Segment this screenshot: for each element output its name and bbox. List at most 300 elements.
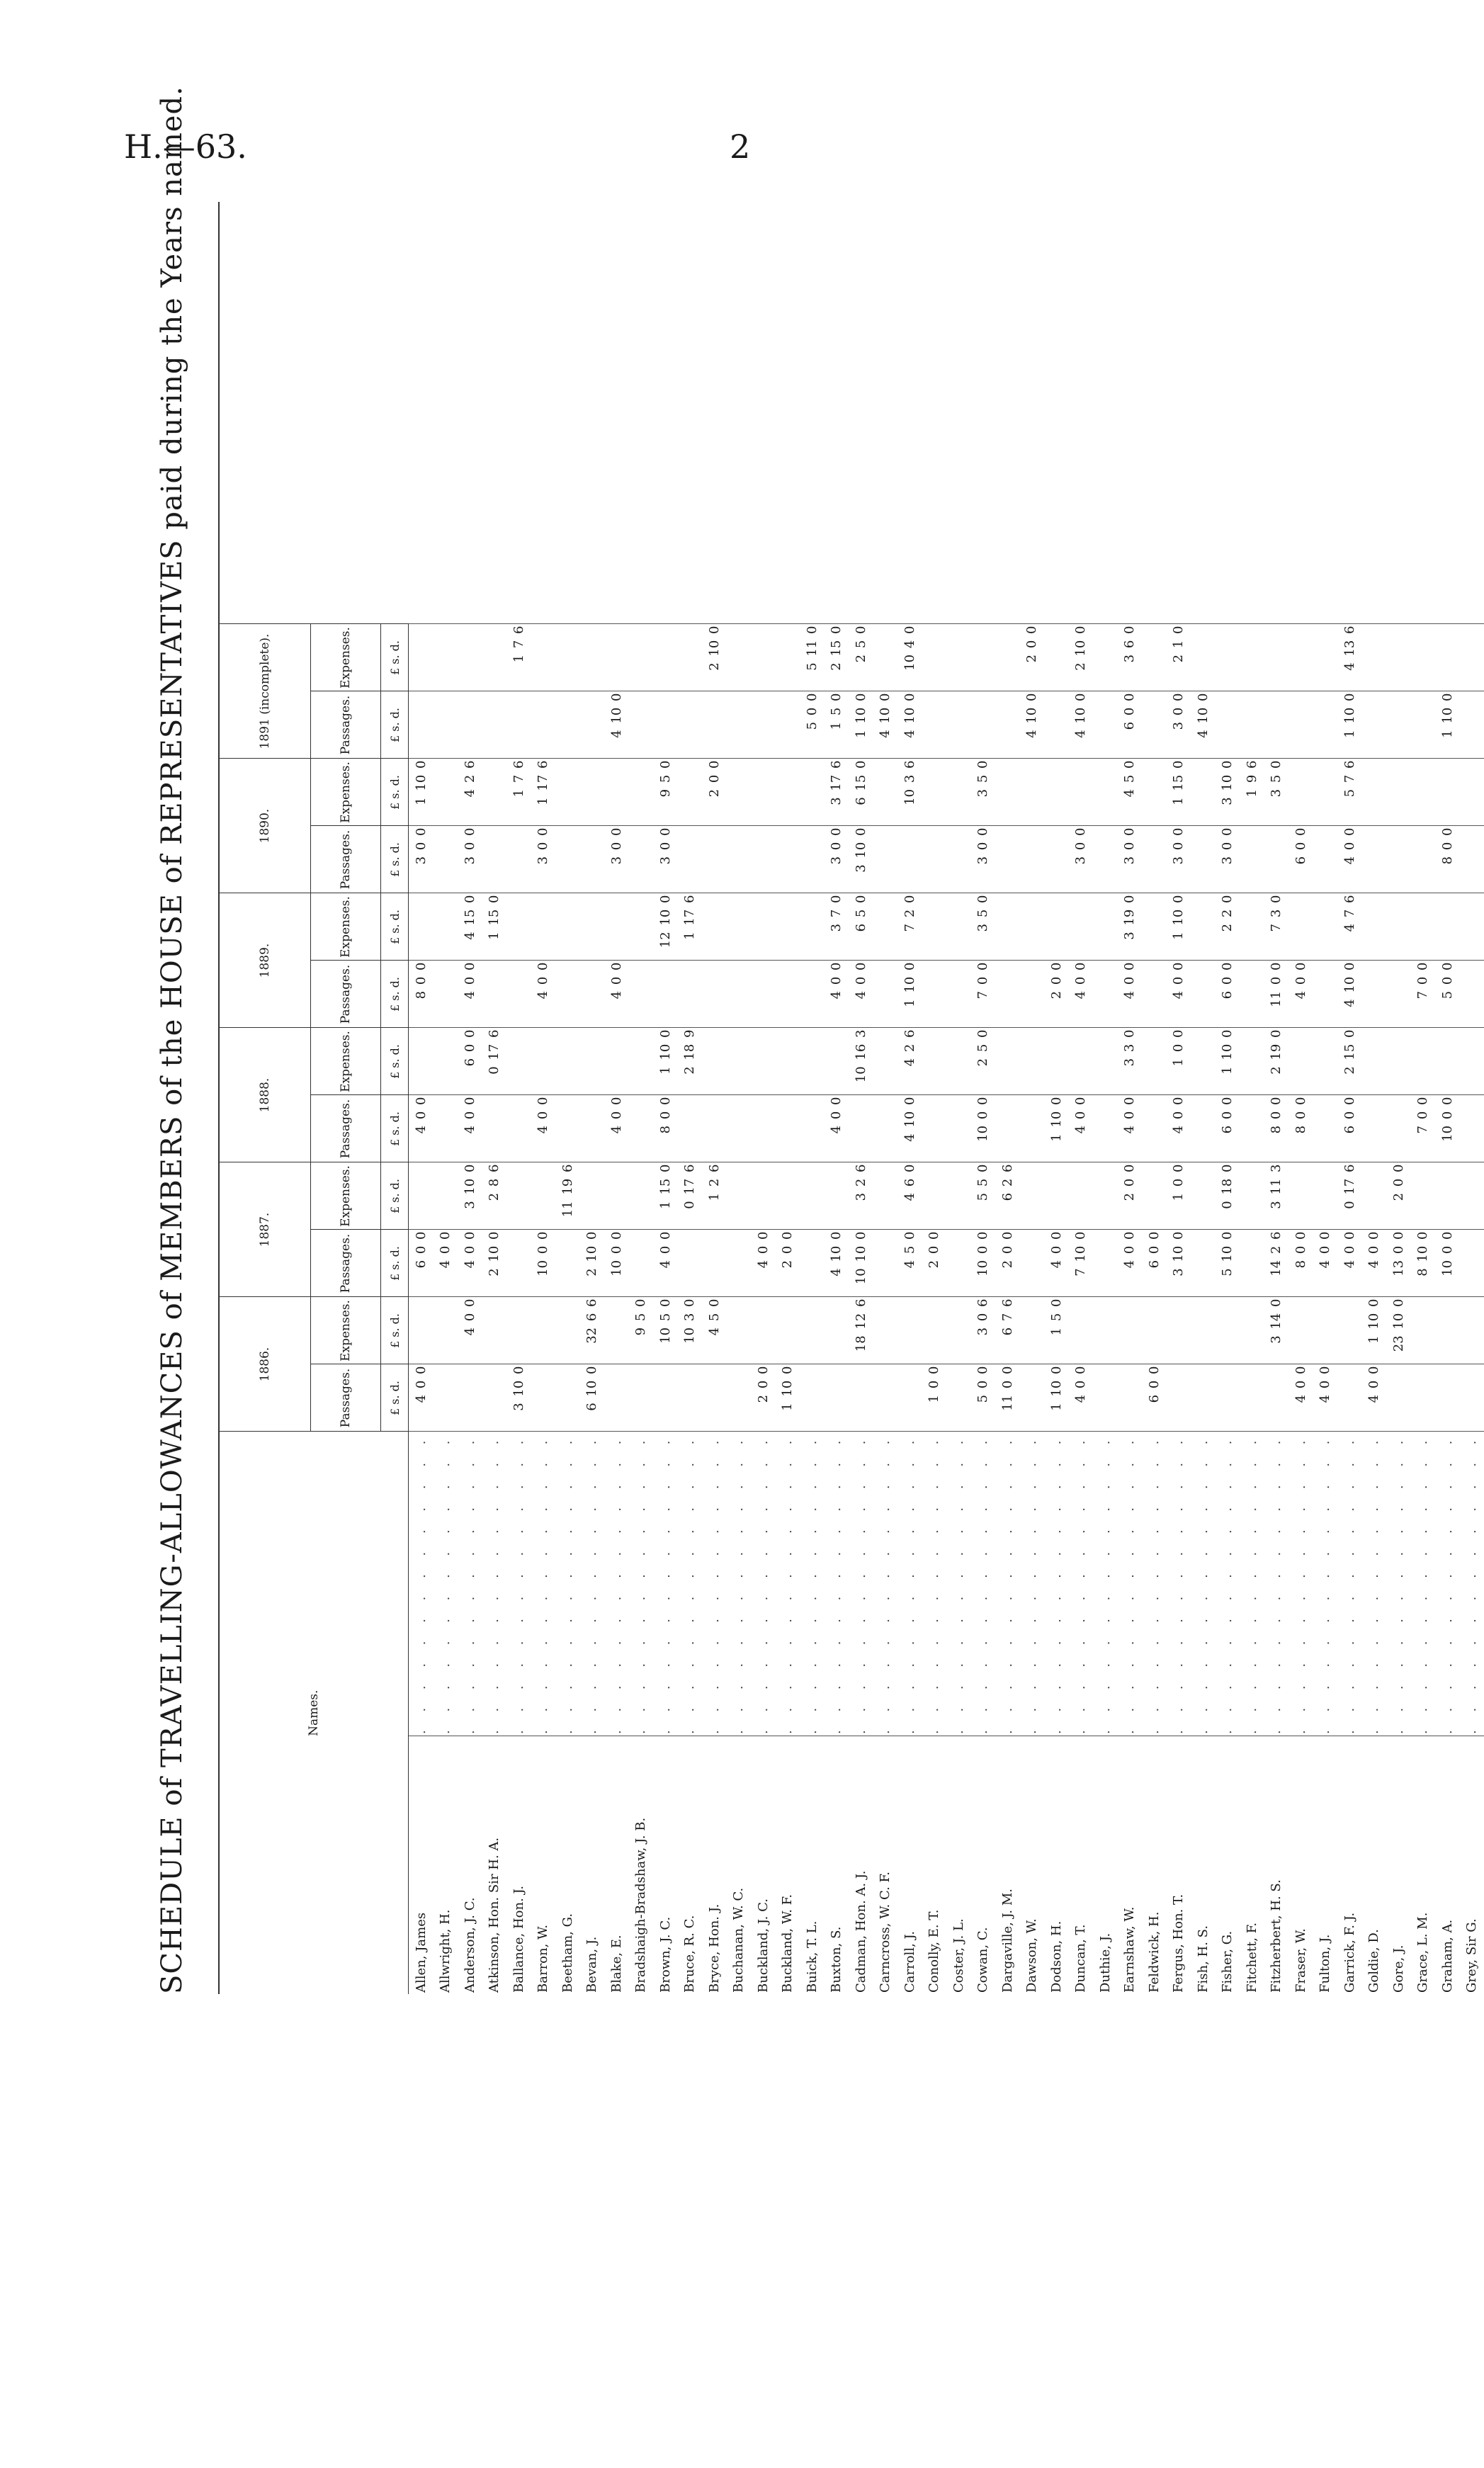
expenses-amount — [776, 1297, 800, 1364]
passages-amount: 4 0 0 — [1044, 1230, 1069, 1297]
member-name: Cadman, Hon. A. J. — [849, 1736, 873, 1995]
table-row — [971, 624, 996, 1994]
expenses-amount — [1386, 624, 1411, 691]
passages-amount — [946, 1095, 971, 1162]
member-name: Buckland, W. F. — [776, 1736, 800, 1995]
currency-units-header: £ s. d. — [381, 624, 409, 691]
passages-amount — [555, 1095, 580, 1162]
table-row — [702, 624, 727, 1994]
table-row — [1142, 624, 1167, 1994]
passages-amount: 4 10 0 — [825, 1230, 849, 1297]
expenses-amount — [1191, 1297, 1216, 1364]
expenses-amount: 2 5 0 — [849, 624, 873, 691]
passages-amount: 6 0 0 — [1118, 691, 1143, 759]
table-row — [458, 624, 482, 1994]
passages-amount — [555, 1230, 580, 1297]
leader-dots: . . . . . . . . . . . . . . — [555, 1432, 580, 1736]
expenses-amount: 1 2 6 — [702, 1162, 727, 1230]
passages-amount — [1240, 1095, 1264, 1162]
passages-amount — [727, 691, 752, 759]
passages-amount — [751, 1095, 776, 1162]
expenses-amount — [1093, 759, 1118, 826]
member-name: Bevan, J. — [580, 1736, 605, 1995]
passages-amount: 4 10 0 — [1337, 961, 1362, 1028]
expenses-amount: 7 3 0 — [1264, 893, 1289, 961]
passages-amount — [995, 826, 1020, 893]
member-name: Bruce, R. C. — [678, 1736, 703, 1995]
expenses-amount — [922, 759, 947, 826]
currency-units-header: £ s. d. — [381, 1297, 409, 1364]
member-name: Fitzherbert, H. S. — [1264, 1736, 1289, 1995]
expenses-amount: 3 19 0 — [1118, 893, 1143, 961]
expenses-amount — [1240, 1162, 1264, 1230]
passages-amount: 6 10 0 — [580, 1364, 605, 1432]
passages-amount — [1362, 961, 1387, 1028]
expenses-header: Expenses. — [311, 1028, 381, 1095]
passages-amount — [971, 691, 996, 759]
expenses-amount — [1167, 1297, 1191, 1364]
passages-amount — [458, 1364, 482, 1432]
expenses-amount: 4 7 6 — [1337, 893, 1362, 961]
year-header: 1890. — [220, 759, 311, 893]
passages-amount: 1 10 0 — [849, 691, 873, 759]
currency-units-header: £ s. d. — [381, 826, 409, 893]
passages-amount — [531, 691, 556, 759]
expenses-amount — [434, 1162, 458, 1230]
passages-amount: 1 10 0 — [1044, 1364, 1069, 1432]
expenses-amount — [604, 1162, 629, 1230]
passages-amount: 4 0 0 — [1167, 961, 1191, 1028]
leader-dots: . . . . . . . . . . . . . . — [897, 1432, 922, 1736]
leader-dots: . . . . . . . . . . . . . . — [1264, 1432, 1289, 1736]
passages-amount — [1362, 1095, 1387, 1162]
passages-amount: 14 2 6 — [1264, 1230, 1289, 1297]
expenses-amount — [1411, 1028, 1436, 1095]
passages-amount — [1191, 1095, 1216, 1162]
expenses-amount — [1313, 624, 1338, 691]
expenses-amount — [458, 624, 482, 691]
expenses-amount — [1142, 624, 1167, 691]
expenses-amount — [1191, 624, 1216, 691]
expenses-amount — [531, 1028, 556, 1095]
expenses-amount — [506, 893, 531, 961]
passages-amount: 3 0 0 — [1167, 826, 1191, 893]
expenses-amount: 11 19 6 — [555, 1162, 580, 1230]
expenses-amount: 9 5 0 — [653, 759, 678, 826]
expenses-amount — [1240, 1028, 1264, 1095]
table-row — [1167, 624, 1191, 1994]
expenses-amount — [1093, 1162, 1118, 1230]
passages-amount — [1460, 1230, 1484, 1297]
expenses-amount: 2 0 0 — [1020, 624, 1045, 691]
passages-amount — [922, 826, 947, 893]
expenses-amount — [409, 1028, 434, 1095]
passages-amount: 6 0 0 — [1288, 826, 1313, 893]
passages-amount: 8 0 0 — [1288, 1095, 1313, 1162]
expenses-amount: 2 10 0 — [1069, 624, 1094, 691]
table-row — [629, 624, 654, 1994]
passages-amount: 4 0 0 — [531, 961, 556, 1028]
passages-amount — [702, 1230, 727, 1297]
passages-amount — [1093, 826, 1118, 893]
expenses-amount — [922, 1028, 947, 1095]
expenses-amount: 2 0 0 — [702, 759, 727, 826]
passages-amount — [1460, 961, 1484, 1028]
passages-amount — [1411, 826, 1436, 893]
leader-dots: . . . . . . . . . . . . . . — [458, 1432, 482, 1736]
table-row — [678, 624, 703, 1994]
leader-dots: . . . . . . . . . . . . . . — [1435, 1432, 1460, 1736]
expenses-amount — [946, 624, 971, 691]
passages-amount: 3 10 0 — [1167, 1230, 1191, 1297]
member-name: Allen, James — [409, 1736, 434, 1995]
expenses-amount: 3 2 6 — [849, 1162, 873, 1230]
member-name: Ballance, Hon. J. — [506, 1736, 531, 1995]
currency-units-header: £ s. d. — [381, 1230, 409, 1297]
expenses-amount — [1313, 1028, 1338, 1095]
passages-amount — [506, 961, 531, 1028]
passages-amount: 8 0 0 — [1288, 1230, 1313, 1297]
table-row — [1191, 624, 1216, 1994]
leader-dots: . . . . . . . . . . . . . . — [1337, 1432, 1362, 1736]
passages-header: Passages. — [311, 691, 381, 759]
expenses-amount: 32 6 6 — [580, 1297, 605, 1364]
passages-amount — [897, 826, 922, 893]
expenses-amount — [1460, 893, 1484, 961]
expenses-amount — [1191, 1028, 1216, 1095]
expenses-amount — [946, 759, 971, 826]
passages-amount: 4 0 0 — [1118, 961, 1143, 1028]
member-name: Graham, A. — [1435, 1736, 1460, 1995]
expenses-amount — [1362, 1028, 1387, 1095]
passages-amount — [873, 1095, 898, 1162]
passages-amount: 8 0 0 — [653, 1095, 678, 1162]
passages-amount: 4 0 0 — [1337, 826, 1362, 893]
expenses-amount — [1216, 624, 1240, 691]
passages-amount — [849, 1364, 873, 1432]
passages-amount: 2 0 0 — [1044, 961, 1069, 1028]
expenses-amount — [555, 1297, 580, 1364]
table-row — [922, 624, 947, 1994]
expenses-amount: 2 15 0 — [825, 624, 849, 691]
passages-amount: 5 0 0 — [971, 1364, 996, 1432]
passages-amount — [1142, 691, 1167, 759]
table-row — [1435, 624, 1460, 1994]
expenses-amount — [1118, 1297, 1143, 1364]
passages-amount — [1362, 826, 1387, 893]
passages-amount — [1288, 691, 1313, 759]
expenses-amount: 1 10 0 — [1167, 893, 1191, 961]
expenses-amount — [1460, 759, 1484, 826]
passages-amount: 3 0 0 — [458, 826, 482, 893]
passages-amount: 3 0 0 — [971, 826, 996, 893]
expenses-amount — [1069, 1297, 1094, 1364]
member-name: Dawson, W. — [1020, 1736, 1045, 1995]
passages-header: Passages. — [311, 961, 381, 1028]
passages-amount — [727, 1230, 752, 1297]
expenses-amount — [1386, 1028, 1411, 1095]
expenses-amount — [1044, 1162, 1069, 1230]
member-name: Duthie, J. — [1093, 1736, 1118, 1995]
passages-amount — [873, 1364, 898, 1432]
expenses-amount — [922, 893, 947, 961]
table-row — [995, 624, 1020, 1994]
expenses-amount — [531, 1297, 556, 1364]
currency-units-header: £ s. d. — [381, 1095, 409, 1162]
passages-amount: 10 10 0 — [849, 1230, 873, 1297]
passages-amount: 8 0 0 — [409, 961, 434, 1028]
table-row — [825, 624, 849, 1994]
expenses-amount — [1435, 1297, 1460, 1364]
passages-header: Passages. — [311, 1095, 381, 1162]
passages-amount — [800, 1364, 825, 1432]
leader-dots: . . . . . . . . . . . . . . — [873, 1432, 898, 1736]
passages-amount — [702, 1095, 727, 1162]
year-header: 1887. — [220, 1162, 311, 1297]
expenses-amount: 3 14 0 — [1264, 1297, 1289, 1364]
passages-amount — [897, 1364, 922, 1432]
expenses-amount — [873, 1297, 898, 1364]
passages-amount: 3 0 0 — [825, 826, 849, 893]
expenses-amount: 1 5 0 — [1044, 1297, 1069, 1364]
expenses-amount: 5 7 6 — [1337, 759, 1362, 826]
expenses-amount — [1386, 759, 1411, 826]
passages-amount — [776, 691, 800, 759]
passages-amount — [1337, 1364, 1362, 1432]
expenses-amount: 3 10 0 — [458, 1162, 482, 1230]
passages-amount — [1313, 1095, 1338, 1162]
passages-amount: 4 0 0 — [825, 1095, 849, 1162]
expenses-amount — [1191, 759, 1216, 826]
passages-amount: 3 0 0 — [1167, 691, 1191, 759]
expenses-amount — [1240, 1297, 1264, 1364]
leader-dots: . . . . . . . . . . . . . . — [776, 1432, 800, 1736]
leader-dots: . . . . . . . . . . . . . . — [825, 1432, 849, 1736]
expenses-amount: 6 0 0 — [458, 1028, 482, 1095]
passages-amount: 4 0 0 — [1288, 961, 1313, 1028]
leader-dots: . . . . . . . . . . . . . . — [946, 1432, 971, 1736]
passages-amount: 4 10 0 — [897, 691, 922, 759]
passages-amount — [1386, 1095, 1411, 1162]
table-row — [1460, 624, 1484, 1994]
member-name: Fergus, Hon. T. — [1167, 1736, 1191, 1995]
leader-dots: . . . . . . . . . . . . . . — [580, 1432, 605, 1736]
passages-amount: 10 0 0 — [1435, 1230, 1460, 1297]
passages-amount — [1460, 691, 1484, 759]
passages-amount — [1264, 826, 1289, 893]
passages-amount — [1240, 961, 1264, 1028]
passages-amount — [482, 1095, 507, 1162]
passages-amount — [580, 826, 605, 893]
expenses-amount: 4 15 0 — [458, 893, 482, 961]
expenses-amount: 1 0 0 — [1167, 1162, 1191, 1230]
passages-amount — [1240, 1230, 1264, 1297]
expenses-amount — [702, 893, 727, 961]
expenses-amount: 4 6 0 — [897, 1162, 922, 1230]
member-name: Fitchett, F. — [1240, 1736, 1264, 1995]
passages-amount: 4 0 0 — [409, 1364, 434, 1432]
expenses-amount — [776, 893, 800, 961]
passages-amount — [678, 826, 703, 893]
expenses-amount: 1 7 6 — [506, 759, 531, 826]
expenses-amount — [1411, 1162, 1436, 1230]
expenses-header: Expenses. — [311, 624, 381, 691]
expenses-amount: 3 5 0 — [971, 893, 996, 961]
passages-amount — [1020, 826, 1045, 893]
expenses-amount — [506, 1297, 531, 1364]
passages-amount: 4 0 0 — [1362, 1364, 1387, 1432]
passages-amount: 4 0 0 — [1069, 1095, 1094, 1162]
expenses-amount — [1313, 893, 1338, 961]
passages-amount: 3 0 0 — [1118, 826, 1143, 893]
passages-amount — [751, 961, 776, 1028]
expenses-amount: 4 5 0 — [702, 1297, 727, 1364]
expenses-amount: 2 0 0 — [1386, 1162, 1411, 1230]
passages-amount: 1 10 0 — [897, 961, 922, 1028]
member-name: Anderson, J. C. — [458, 1736, 482, 1995]
expenses-amount: 12 10 0 — [653, 893, 678, 961]
member-name: Buxton, S. — [825, 1736, 849, 1995]
passages-amount: 1 10 0 — [1044, 1095, 1069, 1162]
table-row — [776, 624, 800, 1994]
table-row — [1044, 624, 1069, 1994]
expenses-amount — [1435, 893, 1460, 961]
leader-dots: . . . . . . . . . . . . . . — [727, 1432, 752, 1736]
expenses-amount — [751, 1028, 776, 1095]
expenses-amount — [727, 893, 752, 961]
expenses-amount — [751, 759, 776, 826]
year-header: 1888. — [220, 1028, 311, 1162]
expenses-amount: 9 5 0 — [629, 1297, 654, 1364]
passages-amount — [1386, 826, 1411, 893]
expenses-amount: 0 17 6 — [482, 1028, 507, 1095]
table-row — [1240, 624, 1264, 1994]
passages-amount — [629, 1364, 654, 1432]
expenses-amount — [604, 624, 629, 691]
passages-amount — [434, 1364, 458, 1432]
expenses-amount — [1288, 1162, 1313, 1230]
passages-amount: 3 0 0 — [531, 826, 556, 893]
expenses-amount: 1 10 0 — [1216, 1028, 1240, 1095]
passages-amount — [678, 961, 703, 1028]
expenses-amount: 3 11 3 — [1264, 1162, 1289, 1230]
passages-amount: 10 0 0 — [604, 1230, 629, 1297]
leader-dots: . . . . . . . . . . . . . . — [482, 1432, 507, 1736]
currency-units-header: £ s. d. — [381, 1028, 409, 1095]
expenses-amount — [1020, 1162, 1045, 1230]
passages-amount: 4 10 0 — [1191, 691, 1216, 759]
expenses-amount: 1 10 0 — [1362, 1297, 1387, 1364]
passages-amount — [434, 691, 458, 759]
passages-amount: 4 0 0 — [458, 1230, 482, 1297]
currency-units-header: £ s. d. — [381, 961, 409, 1028]
passages-amount: 7 10 0 — [1069, 1230, 1094, 1297]
expenses-amount: 2 2 0 — [1216, 893, 1240, 961]
passages-amount — [873, 961, 898, 1028]
expenses-amount — [825, 1297, 849, 1364]
passages-amount — [1044, 826, 1069, 893]
schedule-title: SCHEDULE of TRAVELLING-ALLOWANCES of MEMBERS of the HOUSE of REPRESENTATIVES paid during the Years named. — [156, 86, 188, 1994]
expenses-amount — [946, 1028, 971, 1095]
member-name: Grey, Sir G. — [1460, 1736, 1484, 1995]
expenses-amount: 1 0 0 — [1167, 1028, 1191, 1095]
expenses-amount — [751, 624, 776, 691]
passages-amount — [1411, 1364, 1436, 1432]
expenses-amount — [751, 893, 776, 961]
passages-amount — [1240, 826, 1264, 893]
member-name: Buckland, J. C. — [751, 1736, 776, 1995]
leader-dots: . . . . . . . . . . . . . . — [702, 1432, 727, 1736]
passages-amount: 4 0 0 — [1167, 1095, 1191, 1162]
member-name: Carncross, W. C. F. — [873, 1736, 898, 1995]
expenses-amount — [922, 1297, 947, 1364]
expenses-amount: 1 17 6 — [531, 759, 556, 826]
expenses-amount — [1020, 1028, 1045, 1095]
passages-amount: 4 10 0 — [1069, 691, 1094, 759]
passages-amount — [482, 826, 507, 893]
expenses-amount — [1093, 1028, 1118, 1095]
passages-amount — [1020, 1230, 1045, 1297]
passages-amount: 4 0 0 — [653, 1230, 678, 1297]
passages-amount — [825, 1364, 849, 1432]
passages-amount — [1264, 691, 1289, 759]
expenses-amount — [1044, 624, 1069, 691]
member-name: Bradshaigh-Bradshaw, J. B. — [629, 1736, 654, 1995]
member-name: Fulton, J. — [1313, 1736, 1338, 1995]
passages-amount — [1411, 691, 1436, 759]
member-name: Barron, W. — [531, 1736, 556, 1995]
expenses-amount: 0 17 6 — [1337, 1162, 1362, 1230]
passages-amount — [1093, 1364, 1118, 1432]
expenses-header: Expenses. — [311, 759, 381, 826]
table-head — [220, 624, 409, 1994]
expenses-amount — [1435, 1162, 1460, 1230]
passages-amount — [1216, 691, 1240, 759]
passages-amount — [409, 691, 434, 759]
passages-amount: 6 0 0 — [1142, 1230, 1167, 1297]
expenses-amount — [1337, 1297, 1362, 1364]
expenses-header: Expenses. — [311, 893, 381, 961]
passages-amount — [555, 961, 580, 1028]
expenses-amount: 10 16 3 — [849, 1028, 873, 1095]
expenses-amount — [800, 1028, 825, 1095]
passages-amount: 6 0 0 — [1337, 1095, 1362, 1162]
passages-amount — [849, 1095, 873, 1162]
member-name: Blake, E. — [604, 1736, 629, 1995]
member-name: Fraser, W. — [1288, 1736, 1313, 1995]
expenses-amount — [1362, 624, 1387, 691]
expenses-amount: 2 8 6 — [482, 1162, 507, 1230]
passages-amount — [434, 826, 458, 893]
page-number: 2 — [730, 128, 751, 166]
passages-amount: 2 0 0 — [922, 1230, 947, 1297]
expenses-amount: 3 10 0 — [1216, 759, 1240, 826]
expenses-amount — [506, 1028, 531, 1095]
member-name: Brown, J. C. — [653, 1736, 678, 1995]
passages-amount: 4 10 0 — [1020, 691, 1045, 759]
passages-amount — [800, 826, 825, 893]
expenses-amount — [1313, 759, 1338, 826]
expenses-header: Expenses. — [311, 1162, 381, 1230]
expenses-amount — [1386, 893, 1411, 961]
member-name: Atkinson, Hon. Sir H. A. — [482, 1736, 507, 1995]
expenses-amount: 2 19 0 — [1264, 1028, 1289, 1095]
passages-amount: 4 5 0 — [897, 1230, 922, 1297]
passages-amount — [1460, 826, 1484, 893]
passages-amount — [751, 691, 776, 759]
passages-amount: 4 0 0 — [1313, 1230, 1338, 1297]
passages-amount — [1093, 1230, 1118, 1297]
